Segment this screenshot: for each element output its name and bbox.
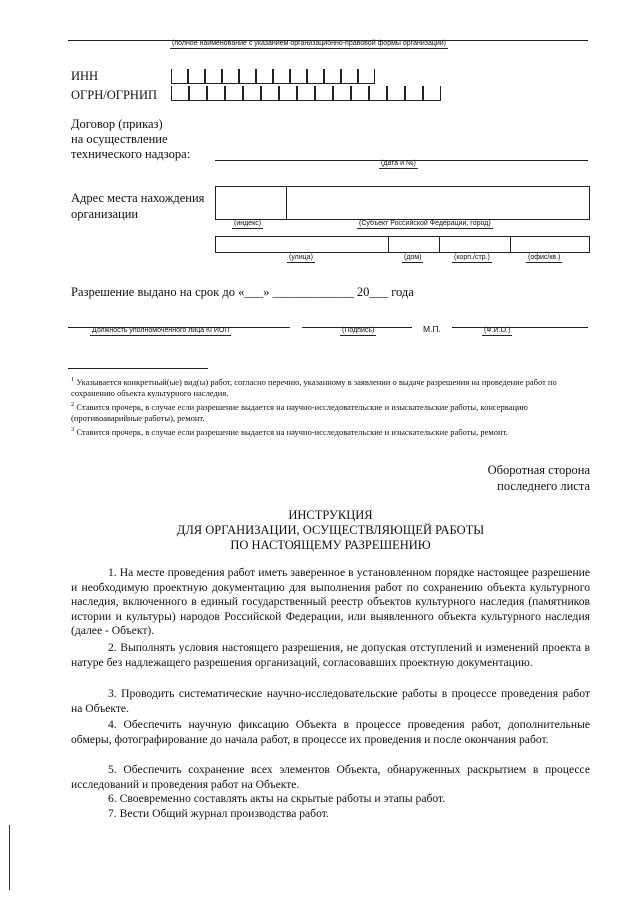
digit-cell[interactable]	[225, 86, 243, 101]
digit-cell[interactable]	[290, 69, 307, 84]
building-field[interactable]	[439, 236, 511, 253]
digit-cell[interactable]	[387, 86, 405, 101]
stamp-label: М.П.	[423, 324, 441, 334]
footnote-3: $^3$ Ставится прочерк, в случае если разрешение выдается на научно-исследовательские и изыскательские работы, ремонт.	[71, 426, 508, 437]
index-caption: (индекс)	[234, 220, 262, 227]
office-caption: (офис/кв.)	[528, 254, 561, 261]
instruction-item-1: 1. На месте проведения работ иметь заверенное в установленном порядке настоящее разрешение и необходимую проектную документацию для выполнения работ по сохранению объекта культурного наследия, включенного в единый государственный реестр объектов культурного наследия (памятников истории и культуры) народов Российской Федерации, или выявленного объекта культурного наследия (далее - Объект).	[71, 566, 590, 638]
building-caption: (корп./стр.)	[454, 254, 490, 261]
house-field[interactable]	[388, 236, 440, 253]
house-caption: (дом)	[404, 254, 422, 261]
subject-caption: (Субъект Российской Федерации, город)	[359, 220, 491, 227]
digit-cell[interactable]	[205, 69, 222, 84]
digit-cell[interactable]	[256, 69, 273, 84]
reverse-side-note: Оборотная сторона последнего листа	[487, 463, 590, 493]
permit-term: Разрешение выдано на срок до «___» _____________ 20___ года	[71, 285, 414, 299]
digit-cell[interactable]	[188, 69, 205, 84]
name-line[interactable]	[452, 327, 588, 328]
digit-cell[interactable]	[243, 86, 261, 101]
digit-cell[interactable]	[405, 86, 423, 101]
street-field[interactable]	[215, 236, 389, 253]
digit-cell[interactable]	[341, 69, 358, 84]
subject-field[interactable]	[286, 186, 590, 220]
instruction-item-7: 7. Вести Общий журнал производства работ.	[108, 807, 329, 820]
instruction-item-5: 5. Обеспечить сохранение всех элементов Объекта, обнаруженных раскрытием в процессе исследований и проведения работ на Объекте.	[71, 763, 590, 791]
digit-cell[interactable]	[273, 69, 290, 84]
digit-cell[interactable]	[315, 86, 333, 101]
address-label-1: Адрес места нахождения	[71, 191, 205, 205]
digit-cell[interactable]	[324, 69, 341, 84]
digit-cell[interactable]	[239, 69, 256, 84]
digit-cell[interactable]	[189, 86, 207, 101]
instruction-subtitle-2: ПО НАСТОЯЩЕМУ РАЗРЕШЕНИЮ	[230, 538, 431, 552]
digit-cell[interactable]	[423, 86, 441, 101]
instruction-title: ИНСТРУКЦИЯ	[288, 508, 373, 522]
scan-edge-line	[9, 825, 10, 890]
instruction-item-3: 3. Проводить систематические научно-исследовательские работы в процессе проведения работ на Объекте.	[71, 687, 590, 715]
org-name-caption: (полное наименование с указанием организационно-правовой формы организации)	[172, 40, 447, 47]
digit-cell[interactable]	[222, 69, 239, 84]
address-label-2: организации	[71, 207, 139, 221]
contract-label-3: технического надзора:	[71, 147, 191, 161]
date-number-caption: (дата и №)	[381, 160, 416, 167]
name-caption: (Ф.И.О.)	[484, 327, 511, 334]
digit-cell[interactable]	[171, 86, 189, 101]
digit-cell[interactable]	[333, 86, 351, 101]
digit-cell[interactable]	[297, 86, 315, 101]
footnote-1: $^1$ Указывается конкретный(ые) вид(ы) работ, согласно перечню, указанному в заявлении о выдаче разрешения на проведение работ по сохранению объекта культурного наследия.	[71, 376, 557, 398]
inn-label: ИНН	[71, 69, 99, 83]
digit-cell[interactable]	[279, 86, 297, 101]
digit-cell[interactable]	[358, 69, 375, 84]
instruction-subtitle-1: ДЛЯ ОРГАНИЗАЦИИ, ОСУЩЕСТВЛЯЮЩЕЙ РАБОТЫ	[176, 523, 485, 537]
office-field[interactable]	[510, 236, 590, 253]
instruction-item-6: 6. Своевременно составлять акты на скрытые работы и этапы работ.	[108, 792, 446, 805]
position-caption: Должность уполномоченного лица КГИОП	[92, 327, 230, 334]
digit-cell[interactable]	[261, 86, 279, 101]
footnote-separator	[68, 368, 208, 369]
instruction-item-2: 2. Выполнять условия настоящего разрешения, не допуская отступлений и изменений проекта в натуре без надлежащего разрешения организаций, согласовавших проектную документацию.	[71, 641, 590, 669]
digit-cell[interactable]	[171, 69, 188, 84]
contract-label-2: на осуществление	[71, 132, 168, 146]
contract-label-1: Договор (приказ)	[71, 117, 163, 131]
ogrn-label: ОГРН/ОГРНИП	[71, 88, 157, 102]
digit-cell[interactable]	[307, 69, 324, 84]
instruction-item-4: 4. Обеспечить научную фиксацию Объекта в процессе проведения работ, дополнительные обмеры, фотографирование до начала работ, в процессе их проведения и после окончания работ.	[71, 718, 590, 746]
signature-caption: (Подпись)	[342, 327, 375, 334]
digit-cell[interactable]	[369, 86, 387, 101]
digit-cell[interactable]	[207, 86, 225, 101]
street-caption: (улица)	[289, 254, 313, 261]
digit-cell[interactable]	[351, 86, 369, 101]
index-field[interactable]	[215, 186, 287, 220]
footnote-2: $^2$ Ставится прочерк, в случае если разрешение выдается на научно-исследовательские и изыскательские работы, консервацию (противоаварийные работы), ремонт.	[71, 401, 528, 423]
